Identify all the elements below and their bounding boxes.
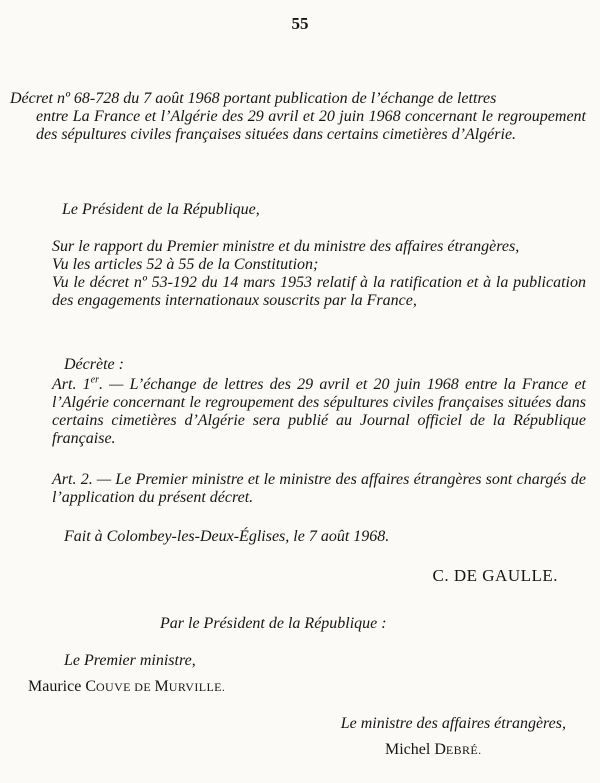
signature-president: C. DE GAULLE.	[432, 566, 558, 585]
decrete-heading: Décrète :	[64, 356, 124, 373]
foreign-minister-title: Le ministre des affaires étrangères,	[340, 715, 566, 732]
article-1-label-sup: er	[90, 374, 99, 386]
pm-surname-initial-2: M	[154, 678, 169, 695]
article-1-label: Art. 1	[52, 376, 91, 393]
pm-surname-initial-1: C	[85, 678, 96, 695]
visa-decret: Vu le décret nº 53-192 du 14 mars 1953 relatif à la ratification et à la publication des engagements internationaux souscrits par la France,	[52, 274, 586, 309]
pm-first-name: Maurice	[28, 678, 86, 695]
decree-title	[10, 90, 586, 144]
par-le-president: Par le Président de la République :	[160, 615, 387, 632]
prime-minister-name	[28, 678, 225, 696]
pm-surname-rest-1: OUVE DE	[95, 680, 155, 694]
decree-title-rest: entre La France et l’Algérie des 29 avril et 20 juin 1968 concernant le regroupement des sépultures civiles françaises situées dans certains cimetières d’Algérie.	[36, 108, 586, 143]
article-2	[52, 471, 586, 507]
visa-rapport: Sur le rapport du Premier ministre et du ministre des affaires étrangères,	[52, 238, 520, 255]
foreign-minister-name	[385, 741, 482, 759]
visa-constitution: Vu les articles 52 à 55 de la Constitution;	[52, 256, 319, 273]
preamble-intro: Le Président de la République,	[62, 201, 260, 218]
article-2-label: Art. 2.	[52, 471, 93, 488]
decree-title-line1: Décret nº 68-728 du 7 août 1968 portant publication de l’échange de lettres	[10, 90, 497, 107]
fm-first-name: Michel	[385, 741, 435, 758]
prime-minister-title: Le Premier ministre,	[64, 652, 196, 669]
pm-surname-rest-2: URVILLE.	[168, 680, 226, 694]
article-2-text: — Le Premier ministre et le ministre des affaires étrangères sont chargés de l’application du présent décret.	[52, 471, 586, 506]
fait-a-line: Fait à Colombey-les-Deux-Églises, le 7 août 1968.	[64, 528, 390, 545]
fm-surname-rest: EBRÉ.	[445, 743, 482, 757]
fm-surname-initial: D	[434, 741, 446, 758]
visas-block	[52, 238, 586, 310]
article-1	[52, 376, 586, 448]
article-1-text: . — L’échange de lettres des 29 avril et 20 juin 1968 entre la France et l’Algérie concernant le regroupement des sépultures civiles françaises situées dans certains cimetières d’Algérie sera publié au Journal officiel de la République française.	[52, 376, 586, 447]
page-number: 55	[291, 14, 309, 33]
